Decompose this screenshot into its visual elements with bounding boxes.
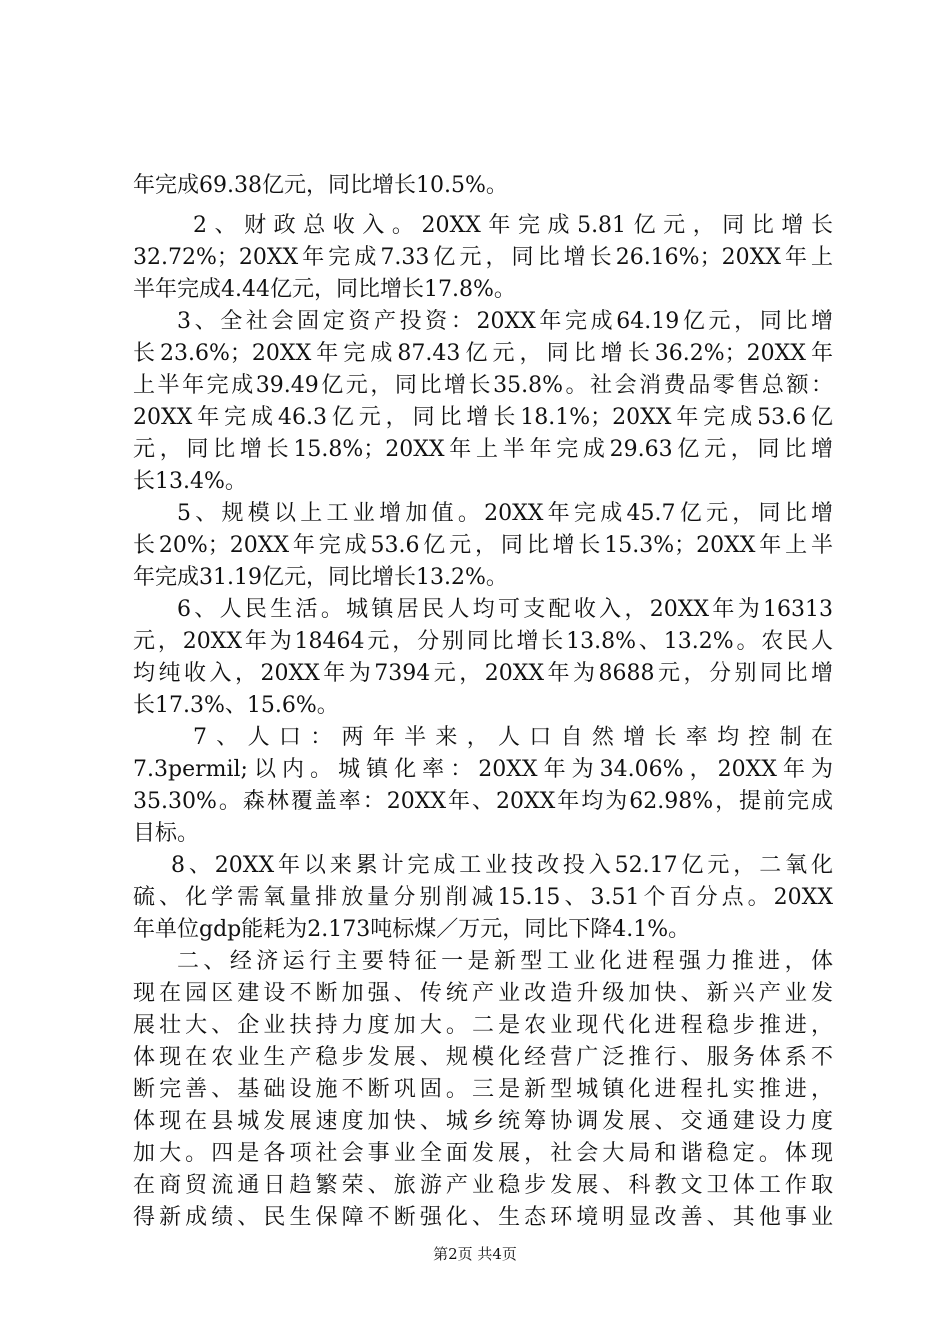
text-line: 展壮大、企业扶持力度加大。二是农业现代化进程稳步推进， [133,1013,833,1038]
text-line: 二、经济运行主要特征一是新型工业化进程强力推进，体 [177,949,833,974]
text-line: 32.72%；20XX年完成7.33亿元，同比增长26.16%；20XX年上 [133,245,833,270]
text-line: 20XX年完成46.3亿元，同比增长18.1%；20XX年完成53.6亿 [133,405,833,430]
text-line: 3、全社会固定资产投资：20XX年完成64.19亿元，同比增 [177,309,833,334]
text-line: 长20%；20XX年完成53.6亿元，同比增长15.3%；20XX年上半 [133,533,833,558]
text-line: 6、人民生活。城镇居民人均可支配收入，20XX年为16313 [177,597,833,622]
text-line: 半年完成4.44亿元，同比增长17.8%。 [133,277,516,302]
text-line: 硫、化学需氧量排放量分别削减15.15、3.51个百分点。20XX [133,885,833,910]
text-line: 2、财政总收入。20XX年完成5.81亿元，同比增长 [193,213,833,238]
text-line: 长13.4%。 [133,469,247,494]
text-line: 长17.3%、15.6%。 [133,693,339,718]
text-line: 断完善、基础设施不断巩固。三是新型城镇化进程扎实推进， [133,1077,833,1102]
text-line: 8、20XX年以来累计完成工业技改投入52.17亿元，二氧化 [171,853,833,878]
text-line: 元，同比增长15.8%；20XX年上半年完成29.63亿元，同比增 [133,437,833,462]
text-line: 体现在农业生产稳步发展、规模化经营广泛推行、服务体系不 [133,1045,833,1070]
text-line: 现在园区建设不断加强、传统产业改造升级加快、新兴产业发 [133,981,833,1006]
page-number-footer: 第2页 共4页 [433,1245,517,1263]
text-line: 均纯收入，20XX年为7394元，20XX年为8688元，分别同比增 [133,661,833,686]
text-line: 35.30%。森林覆盖率：20XX年、20XX年均为62.98%，提前完成 [133,789,833,814]
text-line: 目标。 [133,821,200,846]
text-line: 7.3permil;以内。城镇化率：20XX年为34.06%，20XX年为 [133,757,833,782]
text-line: 加大。四是各项社会事业全面发展，社会大局和谐稳定。体现 [133,1141,833,1166]
text-line: 得新成绩、民生保障不断强化、生态环境明显改善、其他事业 [133,1205,833,1230]
text-line: 体现在县城发展速度加快、城乡统筹协调发展、交通建设力度 [133,1109,833,1134]
text-line: 元，20XX年为18464元，分别同比增长13.8%、13.2%。农民人 [133,629,833,654]
text-line: 年完成31.19亿元，同比增长13.2%。 [133,565,508,590]
text-line: 5、规模以上工业增加值。20XX年完成45.7亿元，同比增 [177,501,833,526]
text-line: 7、人口：两年半来，人口自然增长率均控制在 [193,725,833,750]
text-line: 上半年完成39.49亿元，同比增长35.8%。社会消费品零售总额： [133,373,833,398]
text-line: 年完成69.38亿元，同比增长10.5%。 [133,173,508,198]
text-line: 在商贸流通日趋繁荣、旅游产业稳步发展、科教文卫体工作取 [133,1173,833,1198]
text-line: 年单位gdp能耗为2.173吨标煤／万元，同比下降4.1%。 [133,917,691,942]
text-line: 长23.6%；20XX年完成87.43亿元，同比增长36.2%；20XX年 [133,341,833,366]
